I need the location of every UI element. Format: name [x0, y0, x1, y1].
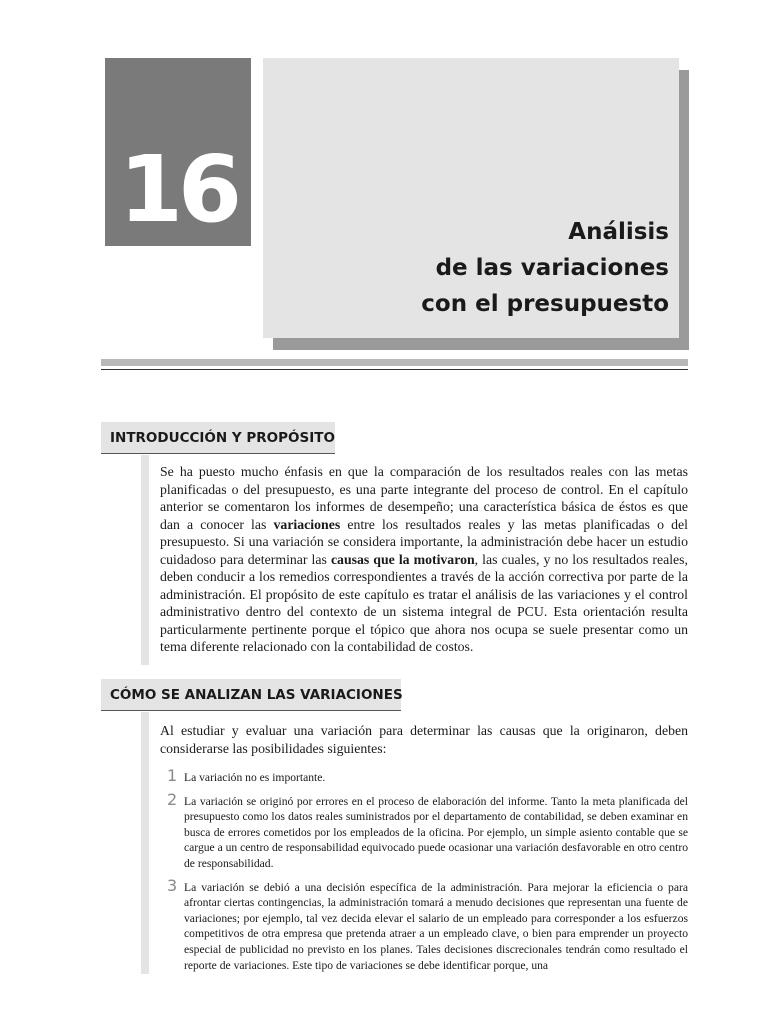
list-item-number: 2 — [167, 789, 178, 809]
intro-bold-term: variaciones — [273, 516, 341, 532]
intro-bold-term: causas que la motivaron — [330, 551, 475, 567]
list-item-text: La variación se originó por errores en el proceso de elaboración del informe. Tanto la meta planificada del presupuesto como los datos reales suministrados por el departamento de contabilidad, se deben examinar en busca de errores cometidos por los empleados de la oficina. Por ejemplo, un simple asiento contable que se cargue a un centro de responsabilidad equivocado puede ocasionar una variación desfavorable en otro centro de responsabilidad. — [184, 794, 688, 870]
section-side-bar — [141, 712, 149, 974]
list-item — [160, 766, 688, 786]
list-item — [160, 875, 688, 974]
header-rule-thick — [101, 359, 688, 366]
chapter-number: 16 — [118, 136, 238, 243]
list-item-number: 3 — [167, 875, 178, 895]
list-item-text: La variación no es importante. — [184, 771, 326, 784]
page-bottom-crop — [0, 974, 768, 1024]
analysis-intro-paragraph: Al estudiar y evaluar una variación para determinar las causas que la originaron, deben considerarse las posibilidades siguientes: — [160, 723, 688, 756]
chapter-title-line-2: de las variaciones — [435, 255, 669, 281]
list-item-number: 1 — [167, 766, 178, 785]
section-heading-introduccion: INTRODUCCIÓN Y PROPÓSITO — [101, 422, 335, 454]
possibilities-list — [160, 766, 688, 981]
chapter-number-box — [105, 58, 251, 246]
section-heading-como-se-analizan: CÓMO SE ANALIZAN LAS VARIACIONES — [101, 679, 401, 711]
chapter-title-box — [263, 58, 679, 338]
intro-text-run: Se ha puesto mucho énfasis en que la comparación de los resultados reales con las metas planificadas o del presupuesto, es una parte integrante del proceso de control. En el capítulo anterior se comentaron los informes de desempeño; una característica básica de éstos es que dan a conocer las — [160, 464, 688, 532]
header-rule-thin — [101, 369, 688, 370]
intro-paragraph — [160, 463, 688, 656]
intro-text-run: entre los resultados reales y las metas planificadas o del presupuesto. Si una variación se considera importante, la administración debe hacer un estudio cuidadoso para determinar las — [160, 516, 688, 567]
chapter-title-line-3: con el presupuesto — [421, 291, 669, 317]
chapter-title-line-1: Análisis — [568, 219, 669, 245]
list-item — [160, 789, 688, 872]
section-side-bar — [141, 455, 149, 665]
chapter-title — [421, 214, 669, 322]
list-item-text: La variación se debió a una decisión específica de la administración. Para mejorar la eficiencia o para afrontar ciertas contingencias, la administración tomará a menudo decisiones que representan una fuente de variaciones; por ejemplo, tal vez decida elevar el salario de un empleado para corresponder a los esfuerzos competitivos de otra empresa que pretenda atraer a un empleado clave, o bien para emprender un proyecto especial de publicidad no previsto en los planes. Tales decisiones discrecionales tendrán como resultado el reporte de variaciones. Este tipo de variaciones se debe identificar porque, una — [184, 880, 688, 972]
intro-text-run: , las cuales, y no los resultados reales, deben conducir a los remedios correspondientes a través de la acción correctiva por parte de la administración. El propósito de este capítulo es tratar el análisis de las variaciones y el control administrativo dentro del contexto de un sistema integral de PCU. Esta orientación resulta particularmente pertinente porque el tópico que ahora nos ocupa se suele presentar como un tema diferente relacionado con la contabilidad de costos. — [160, 551, 688, 654]
